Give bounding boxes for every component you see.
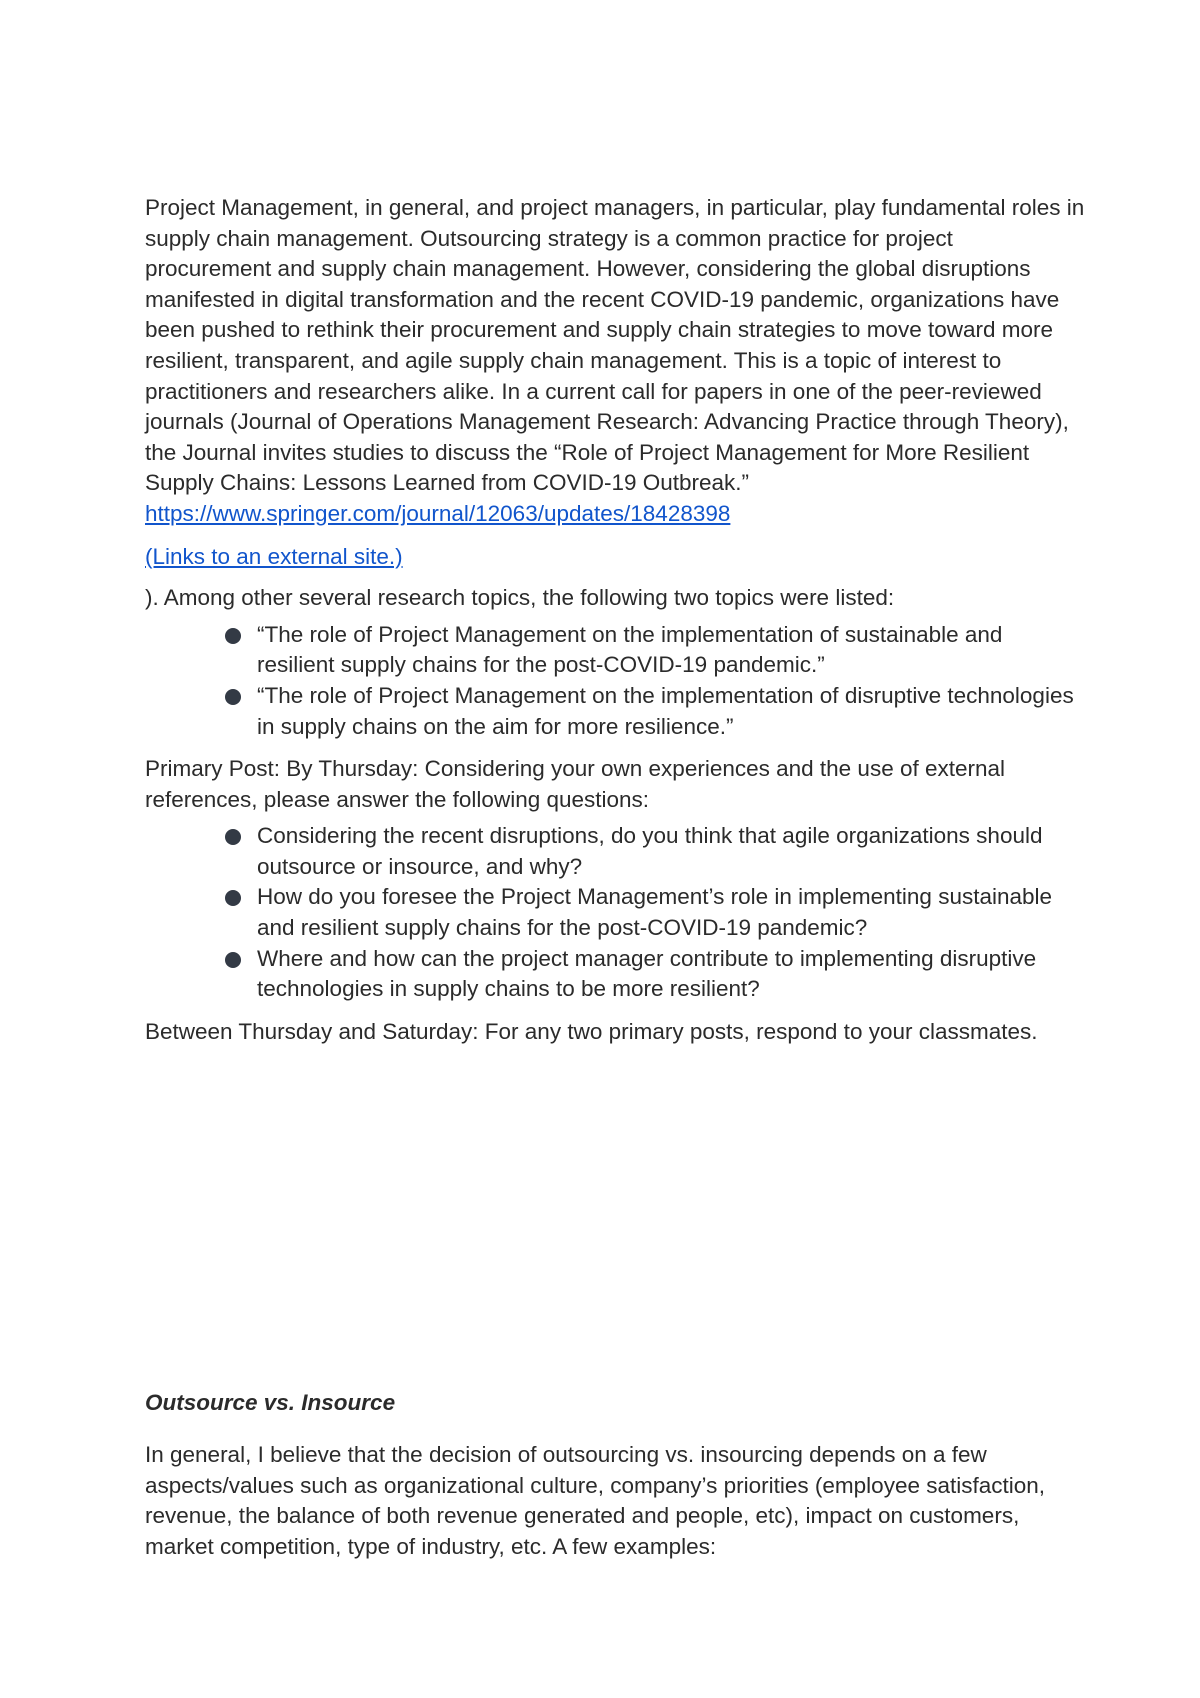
- list-item: [257, 681, 1085, 742]
- topic-text: “The role of Project Management on the implementation of sustainable and resilient supply chains for the post-COVID-19 pandemic.”: [257, 621, 1003, 678]
- assignment-prompt: [145, 193, 1085, 1047]
- section-body: In general, I believe that the decision of outsourcing vs. insourcing depends on a few aspects/values such as organizational culture, company’s priorities (employee satisfaction, revenue, the balance of both revenue generated and people, etc), impact on customers, market competition, type of industry, etc. A few examples:: [145, 1442, 1046, 1559]
- intro-paragraph: [145, 193, 1085, 530]
- question-text: How do you foresee the Project Management’s role in implementing sustainable and resilient supply chains for the post-COVID-19 pandemic?: [257, 884, 1053, 941]
- question-text: Considering the recent disruptions, do you think that agile organizations should outsource or insource, and why?: [257, 823, 1043, 879]
- springer-journal-link[interactable]: https://www.springer.com/journal/12063/updates/18428398: [145, 500, 731, 526]
- list-item: [257, 821, 1085, 882]
- topics-list: [145, 620, 1085, 742]
- topic-text: “The role of Project Management on the implementation of disruptive technologies in supply chains on the aim for more resilience.”: [257, 682, 1074, 739]
- external-link-line: [145, 542, 1085, 573]
- list-item: [257, 620, 1085, 681]
- external-site-link[interactable]: (Links to an external site.): [145, 543, 403, 569]
- topics-lead: ). Among other several research topics, the following two topics were listed:: [145, 585, 895, 611]
- questions-list: [145, 821, 1085, 1005]
- bullet-icon: [225, 829, 241, 845]
- primary-post-instructions: Primary Post: By Thursday: Considering your own experiences and the use of external references, please answer the following questions:: [145, 756, 1006, 812]
- bullet-icon: [225, 952, 241, 968]
- question-text: Where and how can the project manager contribute to implementing disruptive technologies in supply chains to be more resilient?: [257, 945, 1037, 1002]
- bullet-icon: [225, 689, 241, 705]
- bullet-icon: [225, 890, 241, 906]
- list-item: [257, 944, 1085, 1005]
- response-instructions: Between Thursday and Saturday: For any two primary posts, respond to your classmates.: [145, 1018, 1038, 1044]
- bullet-icon: [225, 628, 241, 644]
- section-heading: Outsource vs. Insource: [145, 1390, 396, 1415]
- list-item: [257, 882, 1085, 943]
- intro-text: Project Management, in general, and project managers, in particular, play fundamental roles in supply chain management. Outsourcing strategy is a common practice for project procurement and supply chain management. However, considering the global disruptions manifested in digital transformation and the recent COVID-19 pandemic, organizations have been pushed to rethink their procurement and supply chain strategies to move toward more resilient, transparent, and agile supply chain management. This is a topic of interest to practitioners and researchers alike. In a current call for papers in one of the peer-reviewed journals (Journal of Operations Management Research: Advancing Practice through Theory), the Journal invites studies to discuss the “Role of Project Management for More Resilient Supply Chains: Lessons Learned from COVID-19 Outbreak.”: [145, 195, 1085, 496]
